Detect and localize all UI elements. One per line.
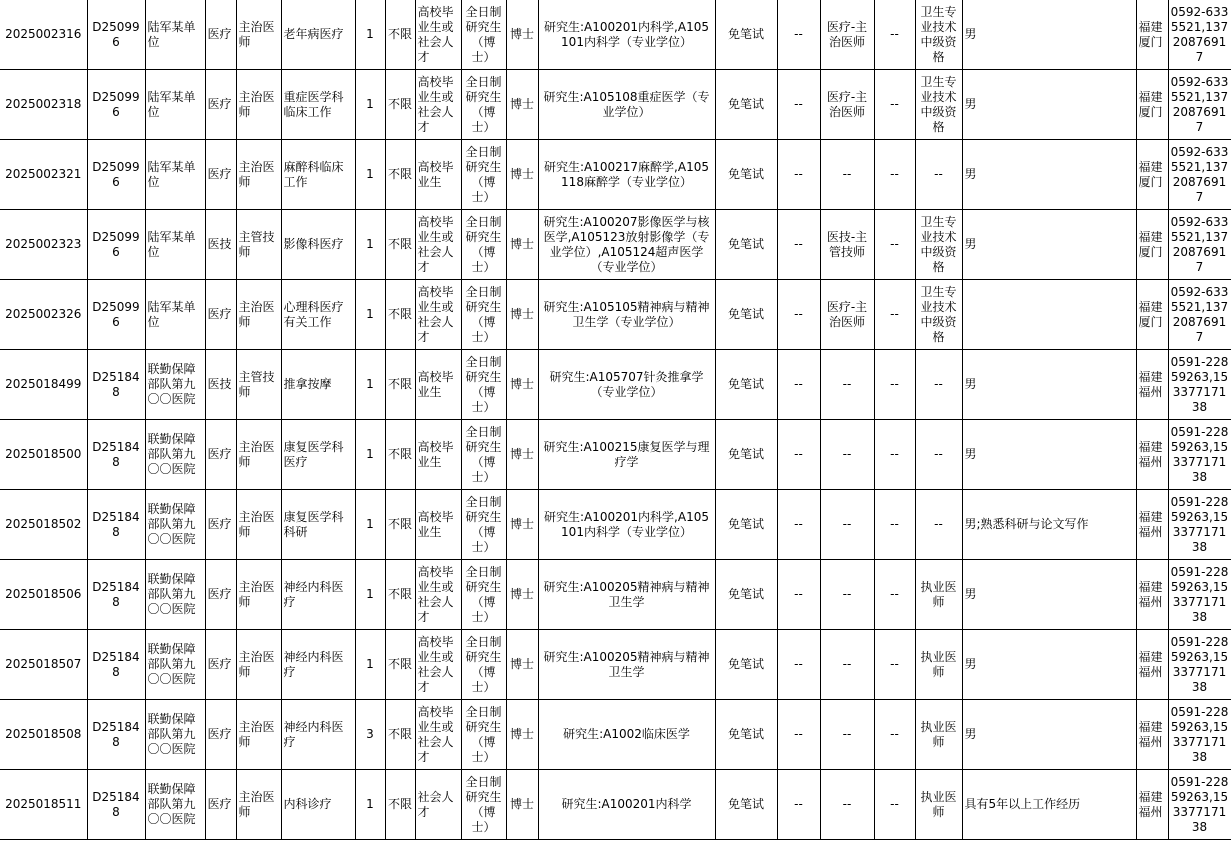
contact-phone-cell: 0591-22859263,15337717138: [1168, 350, 1231, 420]
age-limit-cell: 不限: [385, 140, 415, 210]
unit-name-cell: 联勤保障部队第九〇〇医院: [145, 560, 205, 630]
qualification-cell: 执业医师: [915, 700, 962, 770]
major-cell: 研究生:A105105精神病与精神卫生学（专业学位）: [538, 280, 715, 350]
major-cell: 研究生:A100205精神病与精神卫生学: [538, 560, 715, 630]
contact-phone-cell: 0591-22859263,15337717138: [1168, 630, 1231, 700]
category-cell: 医技: [205, 350, 236, 420]
hire-count-cell: 1: [355, 350, 385, 420]
table-row: [0, 630, 1231, 700]
category-cell: 医疗: [205, 0, 236, 70]
location-cell: 福建福州: [1136, 560, 1168, 630]
other-requirements-cell: 男: [962, 0, 1136, 70]
contact-phone-cell: 0592-6335521,13720876917: [1168, 280, 1231, 350]
applicant-source-cell: 高校毕业生或社会人才: [415, 0, 461, 70]
unit-code-cell: D250996: [87, 210, 145, 280]
position-code-cell: 2025018506: [0, 560, 87, 630]
study-mode-cell: 全日制研究生（博士）: [461, 210, 506, 280]
age-limit-cell: 不限: [385, 700, 415, 770]
age-limit-cell: 不限: [385, 210, 415, 280]
unit-code-cell: D250996: [87, 280, 145, 350]
job-title-cell: 主治医师: [236, 770, 281, 840]
location-cell: 福建福州: [1136, 350, 1168, 420]
other-requirements-cell: 男;熟悉科研与论文写作: [962, 490, 1136, 560]
other-requirements-cell: 男: [962, 210, 1136, 280]
table-row: [0, 700, 1231, 770]
contact-phone-cell: 0591-22859263,15337717138: [1168, 420, 1231, 490]
requirement-1-cell: --: [777, 70, 820, 140]
major-cell: 研究生:A1002临床医学: [538, 700, 715, 770]
position-code-cell: 2025002318: [0, 70, 87, 140]
table-row: [0, 770, 1231, 840]
contact-phone-cell: 0592-6335521,13720876917: [1168, 140, 1231, 210]
position-code-cell: 2025018502: [0, 490, 87, 560]
age-limit-cell: 不限: [385, 0, 415, 70]
degree-cell: 博士: [506, 280, 538, 350]
post-duty-cell: 重症医学科临床工作: [281, 70, 355, 140]
unit-name-cell: 联勤保障部队第九〇〇医院: [145, 350, 205, 420]
major-cell: 研究生:A100201内科学,A105101内科学（专业学位）: [538, 0, 715, 70]
job-title-cell: 主治医师: [236, 70, 281, 140]
position-code-cell: 2025002323: [0, 210, 87, 280]
unit-name-cell: 陆军某单位: [145, 0, 205, 70]
other-requirements-cell: 男: [962, 420, 1136, 490]
category-cell: 医疗: [205, 770, 236, 840]
qualification-cell: 卫生专业技术中级资格: [915, 0, 962, 70]
applicant-source-cell: 社会人才: [415, 770, 461, 840]
location-cell: 福建厦门: [1136, 280, 1168, 350]
exam-type-cell: 免笔试: [715, 700, 777, 770]
study-mode-cell: 全日制研究生（博士）: [461, 280, 506, 350]
degree-cell: 博士: [506, 350, 538, 420]
exam-type-cell: 免笔试: [715, 770, 777, 840]
hire-count-cell: 1: [355, 280, 385, 350]
contact-phone-cell: 0591-22859263,15337717138: [1168, 560, 1231, 630]
job-title-cell: 主管技师: [236, 210, 281, 280]
unit-code-cell: D250996: [87, 140, 145, 210]
degree-cell: 博士: [506, 420, 538, 490]
qualification-cell: 卫生专业技术中级资格: [915, 280, 962, 350]
position-code-cell: 2025002316: [0, 0, 87, 70]
exam-type-cell: 免笔试: [715, 350, 777, 420]
requirement-1-cell: --: [777, 770, 820, 840]
job-title-cell: 主治医师: [236, 630, 281, 700]
unit-name-cell: 联勤保障部队第九〇〇医院: [145, 770, 205, 840]
degree-cell: 博士: [506, 770, 538, 840]
study-mode-cell: 全日制研究生（博士）: [461, 630, 506, 700]
degree-cell: 博士: [506, 210, 538, 280]
title-requirement-cell: 医疗-主治医师: [820, 0, 874, 70]
job-title-cell: 主治医师: [236, 700, 281, 770]
job-title-cell: 主管技师: [236, 350, 281, 420]
unit-name-cell: 陆军某单位: [145, 70, 205, 140]
location-cell: 福建福州: [1136, 700, 1168, 770]
contact-phone-cell: 0591-22859263,15337717138: [1168, 770, 1231, 840]
category-cell: 医疗: [205, 70, 236, 140]
qualification-cell: --: [915, 490, 962, 560]
degree-cell: 博士: [506, 70, 538, 140]
study-mode-cell: 全日制研究生（博士）: [461, 700, 506, 770]
hire-count-cell: 3: [355, 700, 385, 770]
unit-code-cell: D251848: [87, 560, 145, 630]
post-duty-cell: 老年病医疗: [281, 0, 355, 70]
qualification-cell: 执业医师: [915, 770, 962, 840]
requirement-3-cell: --: [874, 490, 915, 560]
exam-type-cell: 免笔试: [715, 70, 777, 140]
age-limit-cell: 不限: [385, 490, 415, 560]
hire-count-cell: 1: [355, 70, 385, 140]
job-title-cell: 主治医师: [236, 490, 281, 560]
major-cell: 研究生:A100201内科学,A105101内科学（专业学位）: [538, 490, 715, 560]
hire-count-cell: 1: [355, 420, 385, 490]
other-requirements-cell: 男: [962, 350, 1136, 420]
study-mode-cell: 全日制研究生（博士）: [461, 0, 506, 70]
title-requirement-cell: --: [820, 560, 874, 630]
study-mode-cell: 全日制研究生（博士）: [461, 770, 506, 840]
table-row: [0, 140, 1231, 210]
table-row: [0, 280, 1231, 350]
degree-cell: 博士: [506, 490, 538, 560]
category-cell: 医疗: [205, 280, 236, 350]
position-code-cell: 2025018507: [0, 630, 87, 700]
exam-type-cell: 免笔试: [715, 280, 777, 350]
table-row: [0, 210, 1231, 280]
contact-phone-cell: 0591-22859263,15337717138: [1168, 700, 1231, 770]
table-row: [0, 350, 1231, 420]
requirement-3-cell: --: [874, 70, 915, 140]
requirement-1-cell: --: [777, 350, 820, 420]
exam-type-cell: 免笔试: [715, 490, 777, 560]
job-title-cell: 主治医师: [236, 560, 281, 630]
requirement-3-cell: --: [874, 140, 915, 210]
position-code-cell: 2025018500: [0, 420, 87, 490]
exam-type-cell: 免笔试: [715, 210, 777, 280]
requirement-1-cell: --: [777, 560, 820, 630]
unit-name-cell: 陆军某单位: [145, 140, 205, 210]
location-cell: 福建厦门: [1136, 210, 1168, 280]
study-mode-cell: 全日制研究生（博士）: [461, 560, 506, 630]
major-cell: 研究生:A100215康复医学与理疗学: [538, 420, 715, 490]
degree-cell: 博士: [506, 700, 538, 770]
age-limit-cell: 不限: [385, 350, 415, 420]
title-requirement-cell: 医疗-主治医师: [820, 70, 874, 140]
age-limit-cell: 不限: [385, 770, 415, 840]
qualification-cell: 执业医师: [915, 630, 962, 700]
major-cell: 研究生:A100217麻醉学,A105118麻醉学（专业学位）: [538, 140, 715, 210]
post-duty-cell: 神经内科医疗: [281, 560, 355, 630]
other-requirements-cell: 男: [962, 630, 1136, 700]
requirement-1-cell: --: [777, 140, 820, 210]
category-cell: 医疗: [205, 140, 236, 210]
post-duty-cell: 康复医学科医疗: [281, 420, 355, 490]
contact-phone-cell: 0591-22859263,15337717138: [1168, 490, 1231, 560]
unit-code-cell: D250996: [87, 0, 145, 70]
exam-type-cell: 免笔试: [715, 420, 777, 490]
post-duty-cell: 神经内科医疗: [281, 700, 355, 770]
major-cell: 研究生:A105108重症医学（专业学位）: [538, 70, 715, 140]
post-duty-cell: 影像科医疗: [281, 210, 355, 280]
qualification-cell: 执业医师: [915, 560, 962, 630]
applicant-source-cell: 高校毕业生或社会人才: [415, 70, 461, 140]
exam-type-cell: 免笔试: [715, 630, 777, 700]
study-mode-cell: 全日制研究生（博士）: [461, 420, 506, 490]
unit-code-cell: D250996: [87, 70, 145, 140]
post-duty-cell: 推拿按摩: [281, 350, 355, 420]
exam-type-cell: 免笔试: [715, 140, 777, 210]
title-requirement-cell: 医疗-主治医师: [820, 280, 874, 350]
qualification-cell: 卫生专业技术中级资格: [915, 70, 962, 140]
unit-name-cell: 联勤保障部队第九〇〇医院: [145, 630, 205, 700]
applicant-source-cell: 高校毕业生或社会人才: [415, 560, 461, 630]
hire-count-cell: 1: [355, 210, 385, 280]
unit-code-cell: D251848: [87, 490, 145, 560]
location-cell: 福建厦门: [1136, 70, 1168, 140]
requirement-3-cell: --: [874, 0, 915, 70]
hire-count-cell: 1: [355, 630, 385, 700]
requirement-3-cell: --: [874, 210, 915, 280]
table-row: [0, 490, 1231, 560]
title-requirement-cell: 医技-主管技师: [820, 210, 874, 280]
major-cell: 研究生:A100201内科学: [538, 770, 715, 840]
applicant-source-cell: 高校毕业生: [415, 350, 461, 420]
job-title-cell: 主治医师: [236, 140, 281, 210]
title-requirement-cell: --: [820, 490, 874, 560]
other-requirements-cell: 男: [962, 70, 1136, 140]
unit-code-cell: D251848: [87, 630, 145, 700]
unit-name-cell: 陆军某单位: [145, 280, 205, 350]
age-limit-cell: 不限: [385, 280, 415, 350]
title-requirement-cell: --: [820, 420, 874, 490]
location-cell: 福建福州: [1136, 770, 1168, 840]
other-requirements-cell: [962, 280, 1136, 350]
table-row: [0, 70, 1231, 140]
study-mode-cell: 全日制研究生（博士）: [461, 350, 506, 420]
requirement-1-cell: --: [777, 0, 820, 70]
title-requirement-cell: --: [820, 770, 874, 840]
age-limit-cell: 不限: [385, 70, 415, 140]
title-requirement-cell: --: [820, 700, 874, 770]
post-duty-cell: 康复医学科科研: [281, 490, 355, 560]
requirement-3-cell: --: [874, 770, 915, 840]
category-cell: 医疗: [205, 700, 236, 770]
exam-type-cell: 免笔试: [715, 0, 777, 70]
hire-count-cell: 1: [355, 560, 385, 630]
contact-phone-cell: 0592-6335521,13720876917: [1168, 0, 1231, 70]
table-row: [0, 560, 1231, 630]
job-title-cell: 主治医师: [236, 280, 281, 350]
job-title-cell: 主治医师: [236, 420, 281, 490]
requirement-1-cell: --: [777, 490, 820, 560]
major-cell: 研究生:A100207影像医学与核医学,A105123放射影像学（专业学位）,A105124超声医学（专业学位）: [538, 210, 715, 280]
table-row: [0, 0, 1231, 70]
qualification-cell: --: [915, 140, 962, 210]
unit-code-cell: D251848: [87, 420, 145, 490]
requirement-1-cell: --: [777, 700, 820, 770]
hire-count-cell: 1: [355, 490, 385, 560]
age-limit-cell: 不限: [385, 420, 415, 490]
major-cell: 研究生:A105707针灸推拿学（专业学位）: [538, 350, 715, 420]
requirement-1-cell: --: [777, 210, 820, 280]
applicant-source-cell: 高校毕业生或社会人才: [415, 630, 461, 700]
location-cell: 福建福州: [1136, 490, 1168, 560]
requirement-3-cell: --: [874, 560, 915, 630]
qualification-cell: --: [915, 420, 962, 490]
applicant-source-cell: 高校毕业生: [415, 140, 461, 210]
post-duty-cell: 麻醉科临床工作: [281, 140, 355, 210]
hire-count-cell: 1: [355, 140, 385, 210]
unit-code-cell: D251848: [87, 700, 145, 770]
requirement-3-cell: --: [874, 280, 915, 350]
category-cell: 医疗: [205, 420, 236, 490]
position-code-cell: 2025018499: [0, 350, 87, 420]
position-code-cell: 2025002326: [0, 280, 87, 350]
hire-count-cell: 1: [355, 0, 385, 70]
position-code-cell: 2025018508: [0, 700, 87, 770]
study-mode-cell: 全日制研究生（博士）: [461, 140, 506, 210]
hire-count-cell: 1: [355, 770, 385, 840]
title-requirement-cell: --: [820, 140, 874, 210]
other-requirements-cell: 男: [962, 560, 1136, 630]
degree-cell: 博士: [506, 0, 538, 70]
requirement-1-cell: --: [777, 280, 820, 350]
study-mode-cell: 全日制研究生（博士）: [461, 490, 506, 560]
unit-code-cell: D251848: [87, 770, 145, 840]
post-duty-cell: 心理科医疗有关工作: [281, 280, 355, 350]
requirement-3-cell: --: [874, 420, 915, 490]
post-duty-cell: 神经内科医疗: [281, 630, 355, 700]
location-cell: 福建厦门: [1136, 140, 1168, 210]
category-cell: 医疗: [205, 630, 236, 700]
other-requirements-cell: 男: [962, 140, 1136, 210]
position-code-cell: 2025002321: [0, 140, 87, 210]
degree-cell: 博士: [506, 140, 538, 210]
degree-cell: 博士: [506, 560, 538, 630]
job-title-cell: 主治医师: [236, 0, 281, 70]
title-requirement-cell: --: [820, 630, 874, 700]
location-cell: 福建福州: [1136, 630, 1168, 700]
requirement-1-cell: --: [777, 420, 820, 490]
title-requirement-cell: --: [820, 350, 874, 420]
study-mode-cell: 全日制研究生（博士）: [461, 70, 506, 140]
requirement-3-cell: --: [874, 700, 915, 770]
applicant-source-cell: 高校毕业生: [415, 420, 461, 490]
applicant-source-cell: 高校毕业生或社会人才: [415, 210, 461, 280]
requirement-3-cell: --: [874, 350, 915, 420]
exam-type-cell: 免笔试: [715, 560, 777, 630]
degree-cell: 博士: [506, 630, 538, 700]
requirement-3-cell: --: [874, 630, 915, 700]
unit-name-cell: 联勤保障部队第九〇〇医院: [145, 490, 205, 560]
category-cell: 医技: [205, 210, 236, 280]
location-cell: 福建厦门: [1136, 0, 1168, 70]
category-cell: 医疗: [205, 560, 236, 630]
unit-name-cell: 联勤保障部队第九〇〇医院: [145, 420, 205, 490]
applicant-source-cell: 高校毕业生: [415, 490, 461, 560]
location-cell: 福建福州: [1136, 420, 1168, 490]
qualification-cell: 卫生专业技术中级资格: [915, 210, 962, 280]
age-limit-cell: 不限: [385, 630, 415, 700]
unit-name-cell: 陆军某单位: [145, 210, 205, 280]
table-row: [0, 420, 1231, 490]
other-requirements-cell: 男: [962, 700, 1136, 770]
applicant-source-cell: 高校毕业生或社会人才: [415, 700, 461, 770]
category-cell: 医疗: [205, 490, 236, 560]
post-duty-cell: 内科诊疗: [281, 770, 355, 840]
position-code-cell: 2025018511: [0, 770, 87, 840]
requirement-1-cell: --: [777, 630, 820, 700]
major-cell: 研究生:A100205精神病与精神卫生学: [538, 630, 715, 700]
unit-code-cell: D251848: [87, 350, 145, 420]
unit-name-cell: 联勤保障部队第九〇〇医院: [145, 700, 205, 770]
contact-phone-cell: 0592-6335521,13720876917: [1168, 210, 1231, 280]
other-requirements-cell: 具有5年以上工作经历: [962, 770, 1136, 840]
contact-phone-cell: 0592-6335521,13720876917: [1168, 70, 1231, 140]
qualification-cell: --: [915, 350, 962, 420]
age-limit-cell: 不限: [385, 560, 415, 630]
applicant-source-cell: 高校毕业生或社会人才: [415, 280, 461, 350]
